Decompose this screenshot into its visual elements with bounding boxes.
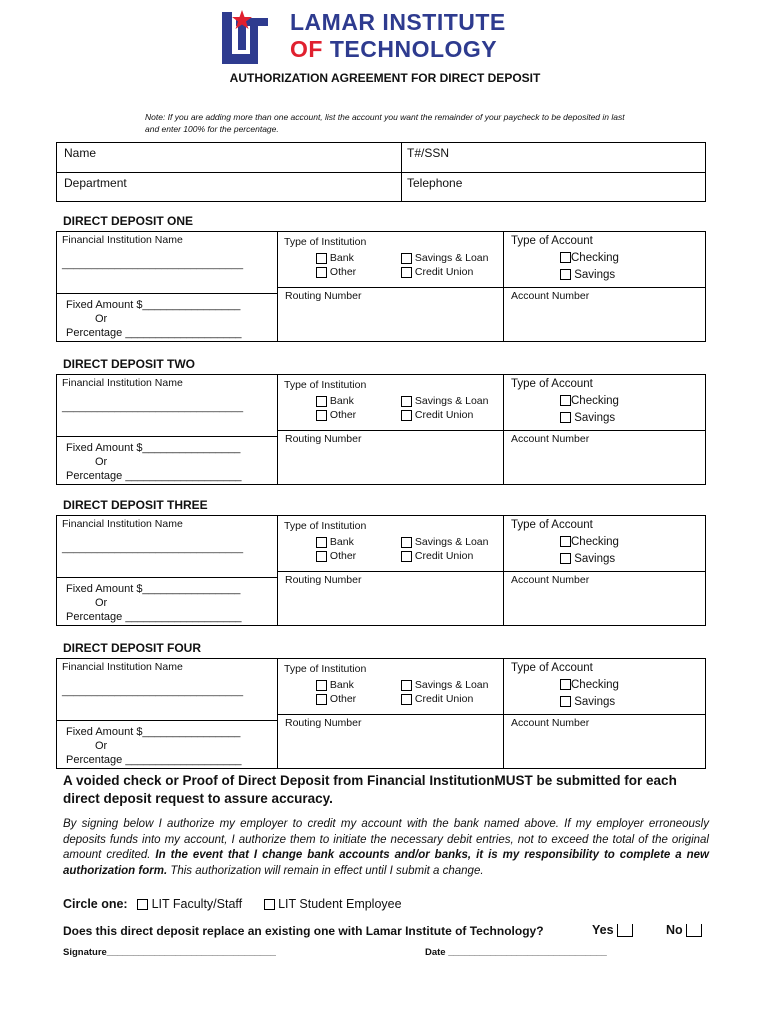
account-number-field[interactable]: Account Number [511, 290, 590, 302]
checking-option [560, 536, 619, 548]
deposit-box [56, 658, 706, 769]
credit-union-label: Credit Union [414, 550, 474, 562]
yes-label: Yes [592, 923, 614, 937]
bank-option [316, 679, 354, 691]
credit-union-option [401, 266, 473, 278]
section-title: DIRECT DEPOSIT ONE [63, 214, 194, 228]
savings-option [560, 553, 615, 565]
no-checkbox[interactable] [686, 924, 702, 937]
savings-option [560, 412, 615, 424]
tssn-field[interactable]: T#/SSN [407, 146, 450, 160]
savings-loan-option [401, 679, 488, 691]
yes-option [592, 923, 633, 937]
savings-checkbox[interactable] [560, 412, 571, 423]
type-acct-label: Type of Account [511, 519, 593, 531]
fixed-amount-field[interactable]: Fixed Amount $________________ [66, 442, 241, 454]
other-checkbox[interactable] [316, 551, 327, 562]
logo-text-line2 [290, 36, 497, 63]
section-title: DIRECT DEPOSIT TWO [63, 357, 195, 371]
employee-info-table [56, 142, 706, 202]
or-label: Or [95, 313, 108, 325]
checking-option [560, 252, 619, 264]
savings-option [560, 696, 615, 708]
account-number-field[interactable]: Account Number [511, 433, 590, 445]
faculty-staff-checkbox[interactable] [137, 899, 148, 910]
signature-line[interactable]: Signature________________________________ [63, 947, 276, 958]
savings-loan-checkbox[interactable] [401, 537, 412, 548]
routing-number-field[interactable]: Routing Number [285, 290, 362, 302]
credit-union-label: Credit Union [414, 266, 474, 278]
logo-technology: TECHNOLOGY [329, 36, 498, 62]
other-checkbox[interactable] [316, 267, 327, 278]
type-inst-label: Type of Institution [284, 236, 367, 248]
voided-check-notice: A voided check or Proof of Direct Deposit from Financial InstitutionMUST be submitted for each direct deposit request to assure accuracy. [63, 773, 677, 806]
savings-loan-checkbox[interactable] [401, 396, 412, 407]
credit-union-option [401, 693, 473, 705]
type-acct-label: Type of Account [511, 662, 593, 674]
other-label: Other [329, 266, 357, 278]
bank-label: Bank [329, 536, 354, 548]
other-option [316, 266, 356, 278]
checking-label: Checking [571, 395, 619, 407]
routing-number-field[interactable]: Routing Number [285, 717, 362, 729]
other-label: Other [329, 409, 357, 421]
savings-loan-label: Savings & Loan [414, 536, 489, 548]
instruction-note: Note: If you are adding more than one account, list the account you want the remainder of your paycheck to be deposited in last and enter 100% for the percentage. [145, 112, 625, 134]
credit-union-checkbox[interactable] [401, 410, 412, 421]
no-option [666, 923, 702, 937]
logo-text-line1: LAMAR INSTITUTE [290, 9, 506, 35]
credit-union-label: Credit Union [414, 693, 474, 705]
fin-inst-label: Financial Institution Name [62, 234, 183, 246]
credit-union-checkbox[interactable] [401, 267, 412, 278]
fin-inst-input[interactable]: _______________________________ [62, 542, 244, 554]
fixed-amount-field[interactable]: Fixed Amount $________________ [66, 726, 241, 738]
fixed-amount-field[interactable]: Fixed Amount $________________ [66, 299, 241, 311]
checking-label: Checking [571, 536, 619, 548]
logo-of: OF [290, 36, 323, 62]
savings-loan-option [401, 252, 488, 264]
deposit-box [56, 515, 706, 626]
routing-number-field[interactable]: Routing Number [285, 574, 362, 586]
type-acct-label: Type of Account [511, 235, 593, 247]
percentage-field[interactable]: Percentage ___________________ [66, 327, 242, 339]
name-field[interactable]: Name [64, 146, 97, 160]
other-option [316, 550, 356, 562]
student-employee-label: LIT Student Employee [278, 897, 402, 911]
fin-inst-input[interactable]: _______________________________ [62, 685, 244, 697]
bank-option [316, 536, 354, 548]
checking-checkbox[interactable] [560, 536, 571, 547]
checking-checkbox[interactable] [560, 395, 571, 406]
or-label: Or [95, 456, 108, 468]
type-acct-label: Type of Account [511, 378, 593, 390]
other-checkbox[interactable] [316, 694, 327, 705]
type-inst-label: Type of Institution [284, 379, 367, 391]
savings-loan-label: Savings & Loan [414, 679, 489, 691]
or-label: Or [95, 740, 108, 752]
bank-option [316, 252, 354, 264]
savings-label: Savings [574, 553, 616, 565]
bank-checkbox[interactable] [316, 537, 327, 548]
fin-inst-label: Financial Institution Name [62, 518, 183, 530]
checking-checkbox[interactable] [560, 252, 571, 263]
savings-loan-checkbox[interactable] [401, 253, 412, 264]
savings-loan-checkbox[interactable] [401, 680, 412, 691]
percentage-field[interactable]: Percentage ___________________ [66, 754, 242, 766]
bank-option [316, 395, 354, 407]
savings-checkbox[interactable] [560, 269, 571, 280]
bank-checkbox[interactable] [316, 396, 327, 407]
credit-union-option [401, 409, 473, 421]
savings-label: Savings [574, 269, 616, 281]
savings-loan-label: Savings & Loan [414, 252, 489, 264]
checking-option [560, 679, 619, 691]
para-part1: By signing below I authorize my employer to credit my account with the bank named above. If my employer erroneously deposits funds into my account, I authorize them to initiate the necessary debit entries, not to exceed the total of the original amount credited. [63, 818, 709, 861]
page-title: AUTHORIZATION AGREEMENT FOR DIRECT DEPOSIT [229, 71, 541, 85]
bank-checkbox[interactable] [316, 680, 327, 691]
other-checkbox[interactable] [316, 410, 327, 421]
savings-option [560, 269, 615, 281]
checking-option [560, 395, 619, 407]
department-field[interactable]: Department [64, 176, 127, 190]
savings-loan-label: Savings & Loan [414, 395, 489, 407]
bank-label: Bank [329, 252, 354, 264]
circle-one-label: Circle one: [63, 897, 128, 911]
percentage-field[interactable]: Percentage ___________________ [66, 611, 242, 623]
account-number-field[interactable]: Account Number [511, 717, 590, 729]
savings-checkbox[interactable] [560, 696, 571, 707]
bank-checkbox[interactable] [316, 253, 327, 264]
type-inst-label: Type of Institution [284, 663, 367, 675]
routing-number-field[interactable]: Routing Number [285, 433, 362, 445]
other-label: Other [329, 693, 357, 705]
no-label: No [666, 923, 683, 937]
savings-label: Savings [574, 412, 616, 424]
checking-checkbox[interactable] [560, 679, 571, 690]
fin-inst-input[interactable]: _______________________________ [62, 401, 244, 413]
date-line[interactable]: Date ______________________________ [425, 947, 607, 958]
circle-one-row [63, 897, 402, 911]
authorization-paragraph [63, 817, 709, 879]
section-title: DIRECT DEPOSIT THREE [63, 498, 208, 512]
or-label: Or [95, 597, 108, 609]
fin-inst-label: Financial Institution Name [62, 661, 183, 673]
yes-checkbox[interactable] [617, 924, 633, 937]
credit-union-option [401, 550, 473, 562]
faculty-staff-label: LIT Faculty/Staff [151, 897, 243, 911]
credit-union-label: Credit Union [414, 409, 474, 421]
bank-label: Bank [329, 679, 354, 691]
deposit-box [56, 231, 706, 342]
bank-label: Bank [329, 395, 354, 407]
fixed-amount-field[interactable]: Fixed Amount $________________ [66, 583, 241, 595]
para-part3: This authorization will remain in effect until I submit a change. [167, 864, 484, 877]
savings-loan-option [401, 395, 488, 407]
telephone-field[interactable]: Telephone [407, 176, 463, 190]
savings-label: Savings [574, 696, 616, 708]
deposit-box [56, 374, 706, 485]
credit-union-checkbox[interactable] [401, 694, 412, 705]
account-number-field[interactable]: Account Number [511, 574, 590, 586]
checking-label: Checking [571, 679, 619, 691]
replace-question: Does this direct deposit replace an existing one with Lamar Institute of Technology? [63, 924, 544, 938]
percentage-field[interactable]: Percentage ___________________ [66, 470, 242, 482]
lit-logo-icon [222, 10, 268, 64]
student-employee-checkbox[interactable] [264, 899, 275, 910]
other-option [316, 409, 356, 421]
checking-label: Checking [571, 252, 619, 264]
other-label: Other [329, 550, 357, 562]
section-title: DIRECT DEPOSIT FOUR [63, 641, 202, 655]
savings-checkbox[interactable] [560, 553, 571, 564]
credit-union-checkbox[interactable] [401, 551, 412, 562]
type-inst-label: Type of Institution [284, 520, 367, 532]
para-part2: In the event that I change bank accounts and/or banks, it is my responsibility to complete a new authorization form. [63, 849, 710, 877]
fin-inst-input[interactable]: _______________________________ [62, 258, 244, 270]
other-option [316, 693, 356, 705]
fin-inst-label: Financial Institution Name [62, 377, 183, 389]
savings-loan-option [401, 536, 488, 548]
